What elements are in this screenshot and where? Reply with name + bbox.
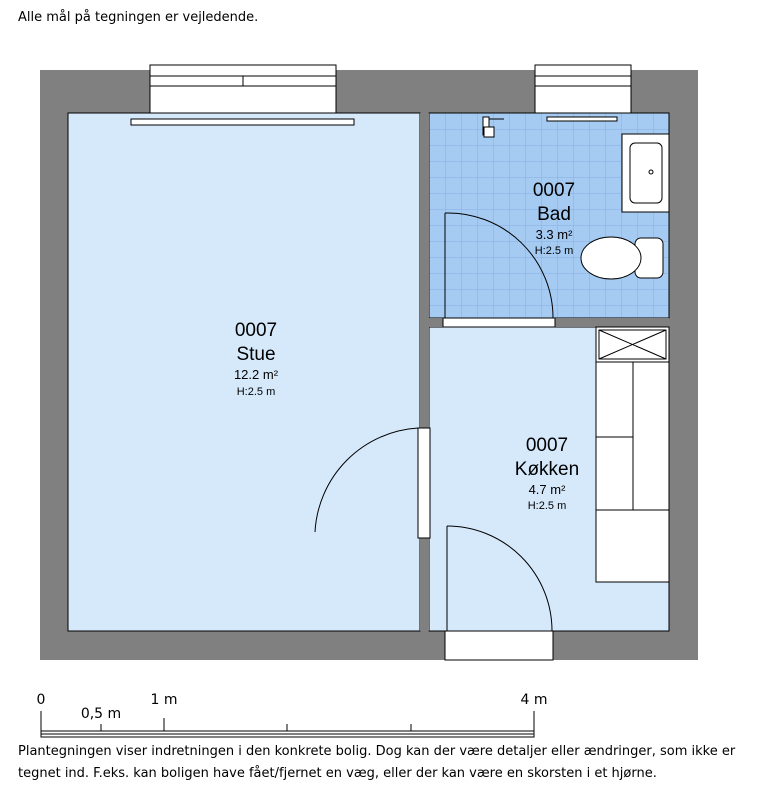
bad-name: Bad [537,204,571,225]
kitchen-counter [596,327,669,582]
scale-label-half: 0,5 m [80,706,122,722]
stue-area: 12.2 m² [233,367,279,382]
bad-id: 0007 [532,180,576,201]
scale-label-1m: 1 m [150,692,178,708]
disclaimer-footer: Plantegningen viser indretningen i den konkrete bolig. Dog kan der være detaljer eller ændringer, som ikke er tegnet ind. F.eks. kan boligen have fået/fjernet en væg, eller der kan være en skorsten i et hjørne. [18,744,736,781]
window-bad [535,65,631,113]
interior-wall [420,113,429,631]
stue-name: Stue [236,344,276,365]
bad-area: 3.3 m² [535,227,573,242]
kokken-height: H:2.5 m [527,500,567,512]
scale-label-4m: 4 m [520,692,548,708]
sink [622,134,669,212]
kokken-area: 4.7 m² [528,482,566,497]
kokken-name: Køkken [514,459,580,480]
label-stue [234,320,279,398]
scale-label-0: 0 [36,692,46,708]
disclaimer-header: Alle mål på tegningen er vejledende. [18,10,259,25]
scale-bar [37,692,548,737]
toilet [581,237,663,279]
stue-id: 0007 [234,320,278,341]
bad-height: H:2.5 m [534,245,574,257]
label-bad [533,180,575,257]
stue-height: H:2.5 m [236,386,276,398]
kokken-id: 0007 [525,435,569,456]
